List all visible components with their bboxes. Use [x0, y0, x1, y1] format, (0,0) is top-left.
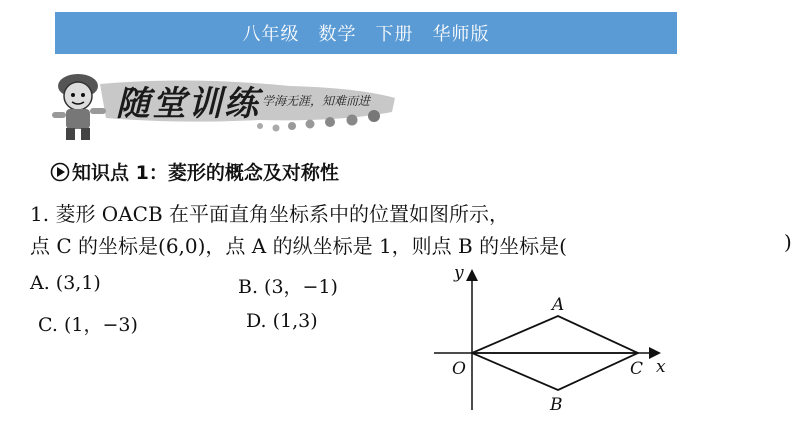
- header-bar: [55, 12, 677, 54]
- option-b: B. (3，−1): [238, 276, 338, 298]
- point-label-o: O: [452, 359, 466, 379]
- axis-label-y: y: [454, 263, 464, 283]
- knowledge-point-heading: [50, 158, 339, 185]
- play-marker-icon: [50, 162, 70, 182]
- option-a: A. (3,1): [30, 272, 101, 294]
- option-c: C. (1，−3): [38, 314, 138, 336]
- point-label-b: B: [550, 395, 563, 415]
- question-line-1: 1. 菱形 OACB 在平面直角坐标系中的位置如图所示，: [30, 202, 509, 226]
- banner-title: 随堂训练: [116, 84, 260, 124]
- answer-bracket-close: ): [784, 230, 792, 254]
- point-label-a: A: [552, 295, 565, 315]
- option-d: D. (1,3): [246, 310, 318, 332]
- header-title: 八年级 数学 下册 华师版: [242, 24, 490, 45]
- knowledge-point-label: 知识点 1：菱形的概念及对称性: [72, 162, 339, 184]
- mascot-icon: [52, 74, 106, 140]
- rhombus-figure: [420, 258, 680, 418]
- question-line-2: 点 C 的坐标是(6,0)，点 A 的纵坐标是 1，则点 B 的坐标是(: [30, 234, 567, 258]
- point-label-c: C: [630, 359, 644, 379]
- axis-label-x: x: [656, 357, 666, 377]
- banner-slogan: 学海无涯，知难而进: [262, 94, 371, 108]
